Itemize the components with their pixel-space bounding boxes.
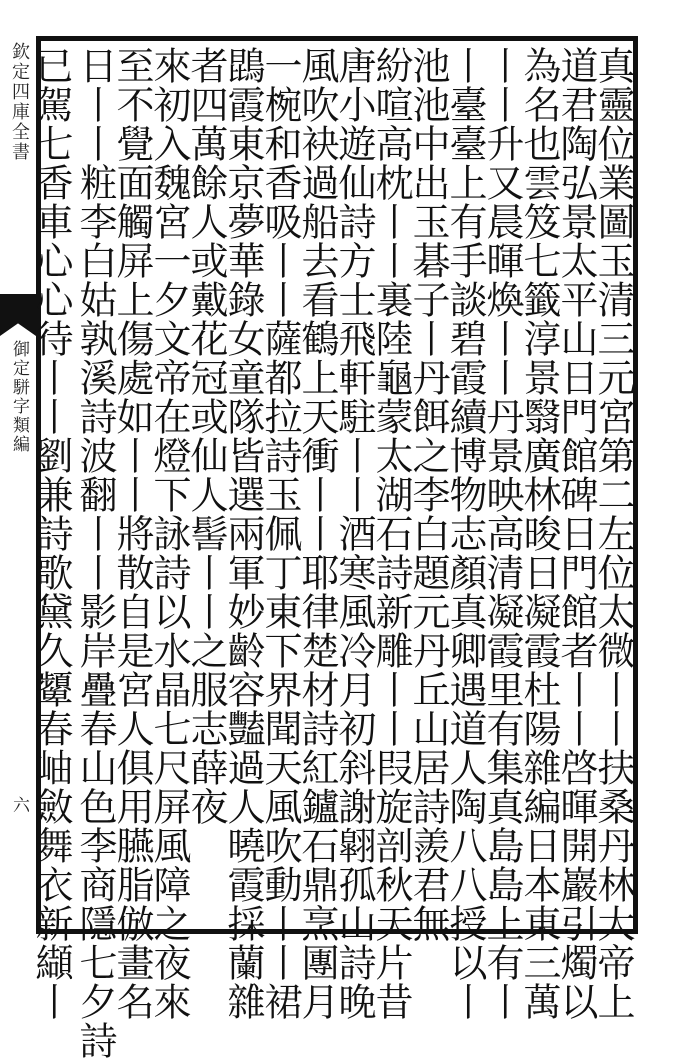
text-column: 為名也雲笈七籤淳景翳廣林晙日凝霞杜陽雜編日本東三萬: [517, 46, 561, 1021]
text-column: 道君陶弘景太平山日門館碑日門館者丨丨啓暉開巖引燭以: [554, 46, 598, 1021]
banxin-book-title: 御定駢字類編: [9, 340, 29, 454]
text-column: 來初入魏宮一夕文帝在燈下詠詩以水晶七尺屏風障之夜來: [147, 46, 191, 1021]
text-column: 一椀和香吸丨丨薩都拉詩玉佩丁東下界聞天風吹動丨丨裙: [258, 46, 302, 1021]
text-column: 池池中出玉碁子丨丹餌之李白題元丹丘山居詩羨君無: [406, 46, 450, 943]
banxin-top-text: 欽定四庫全書: [9, 42, 30, 162]
text-column: 紛喧高枕丨丨裏陸龜蒙太湖石詩新雕丨丨叚旋剖秋天片昔: [369, 46, 413, 1021]
banxin-page-number: 六: [9, 796, 29, 813]
text-column: 唐小遊仙詩方士飛軒駐丨丨酒寒風冷月初斜謝翶孤山詩晚: [332, 46, 376, 1021]
text-column: 丨丨升又晨暉煥丨丨丹景映高清凝霞里有集真島島上有丨: [480, 46, 524, 1021]
text-column: 日丨丨粧李白姑孰溪詩波翻丨丨影岸疊春山色李商隱七夕詩: [73, 46, 117, 1060]
text-column: 風吹袂過船去看鶴上天衝丨丨耶律楚材詩紅鑪石鼎烹團月: [295, 46, 339, 1021]
text-column: 真靈位業圖玉清三元宮第二左位太微丨丨扶桑丹林大帝上: [591, 46, 635, 1021]
text-column: 鵾霞東京夢華錄女童隊皆選兩軍妙齡容豔過人曉霞採蘭雜: [221, 46, 265, 1021]
text-column: 丨臺臺上有手談碧霞續博物志顏真卿遇道人陶八八授以丨: [443, 46, 487, 1021]
text-column: 者四萬餘人或戴花冠或仙人髻丨丨之服志薛夜: [184, 46, 228, 826]
text-column: 已駕七香車心心待丨丨劉兼詩歌黛久顰春岫斂舞衣新纈丨: [29, 46, 73, 1021]
text-column: 至不覺面觸屏上傷處如丨丨將散自是宮人俱用臙脂倣畫名: [110, 46, 154, 1021]
